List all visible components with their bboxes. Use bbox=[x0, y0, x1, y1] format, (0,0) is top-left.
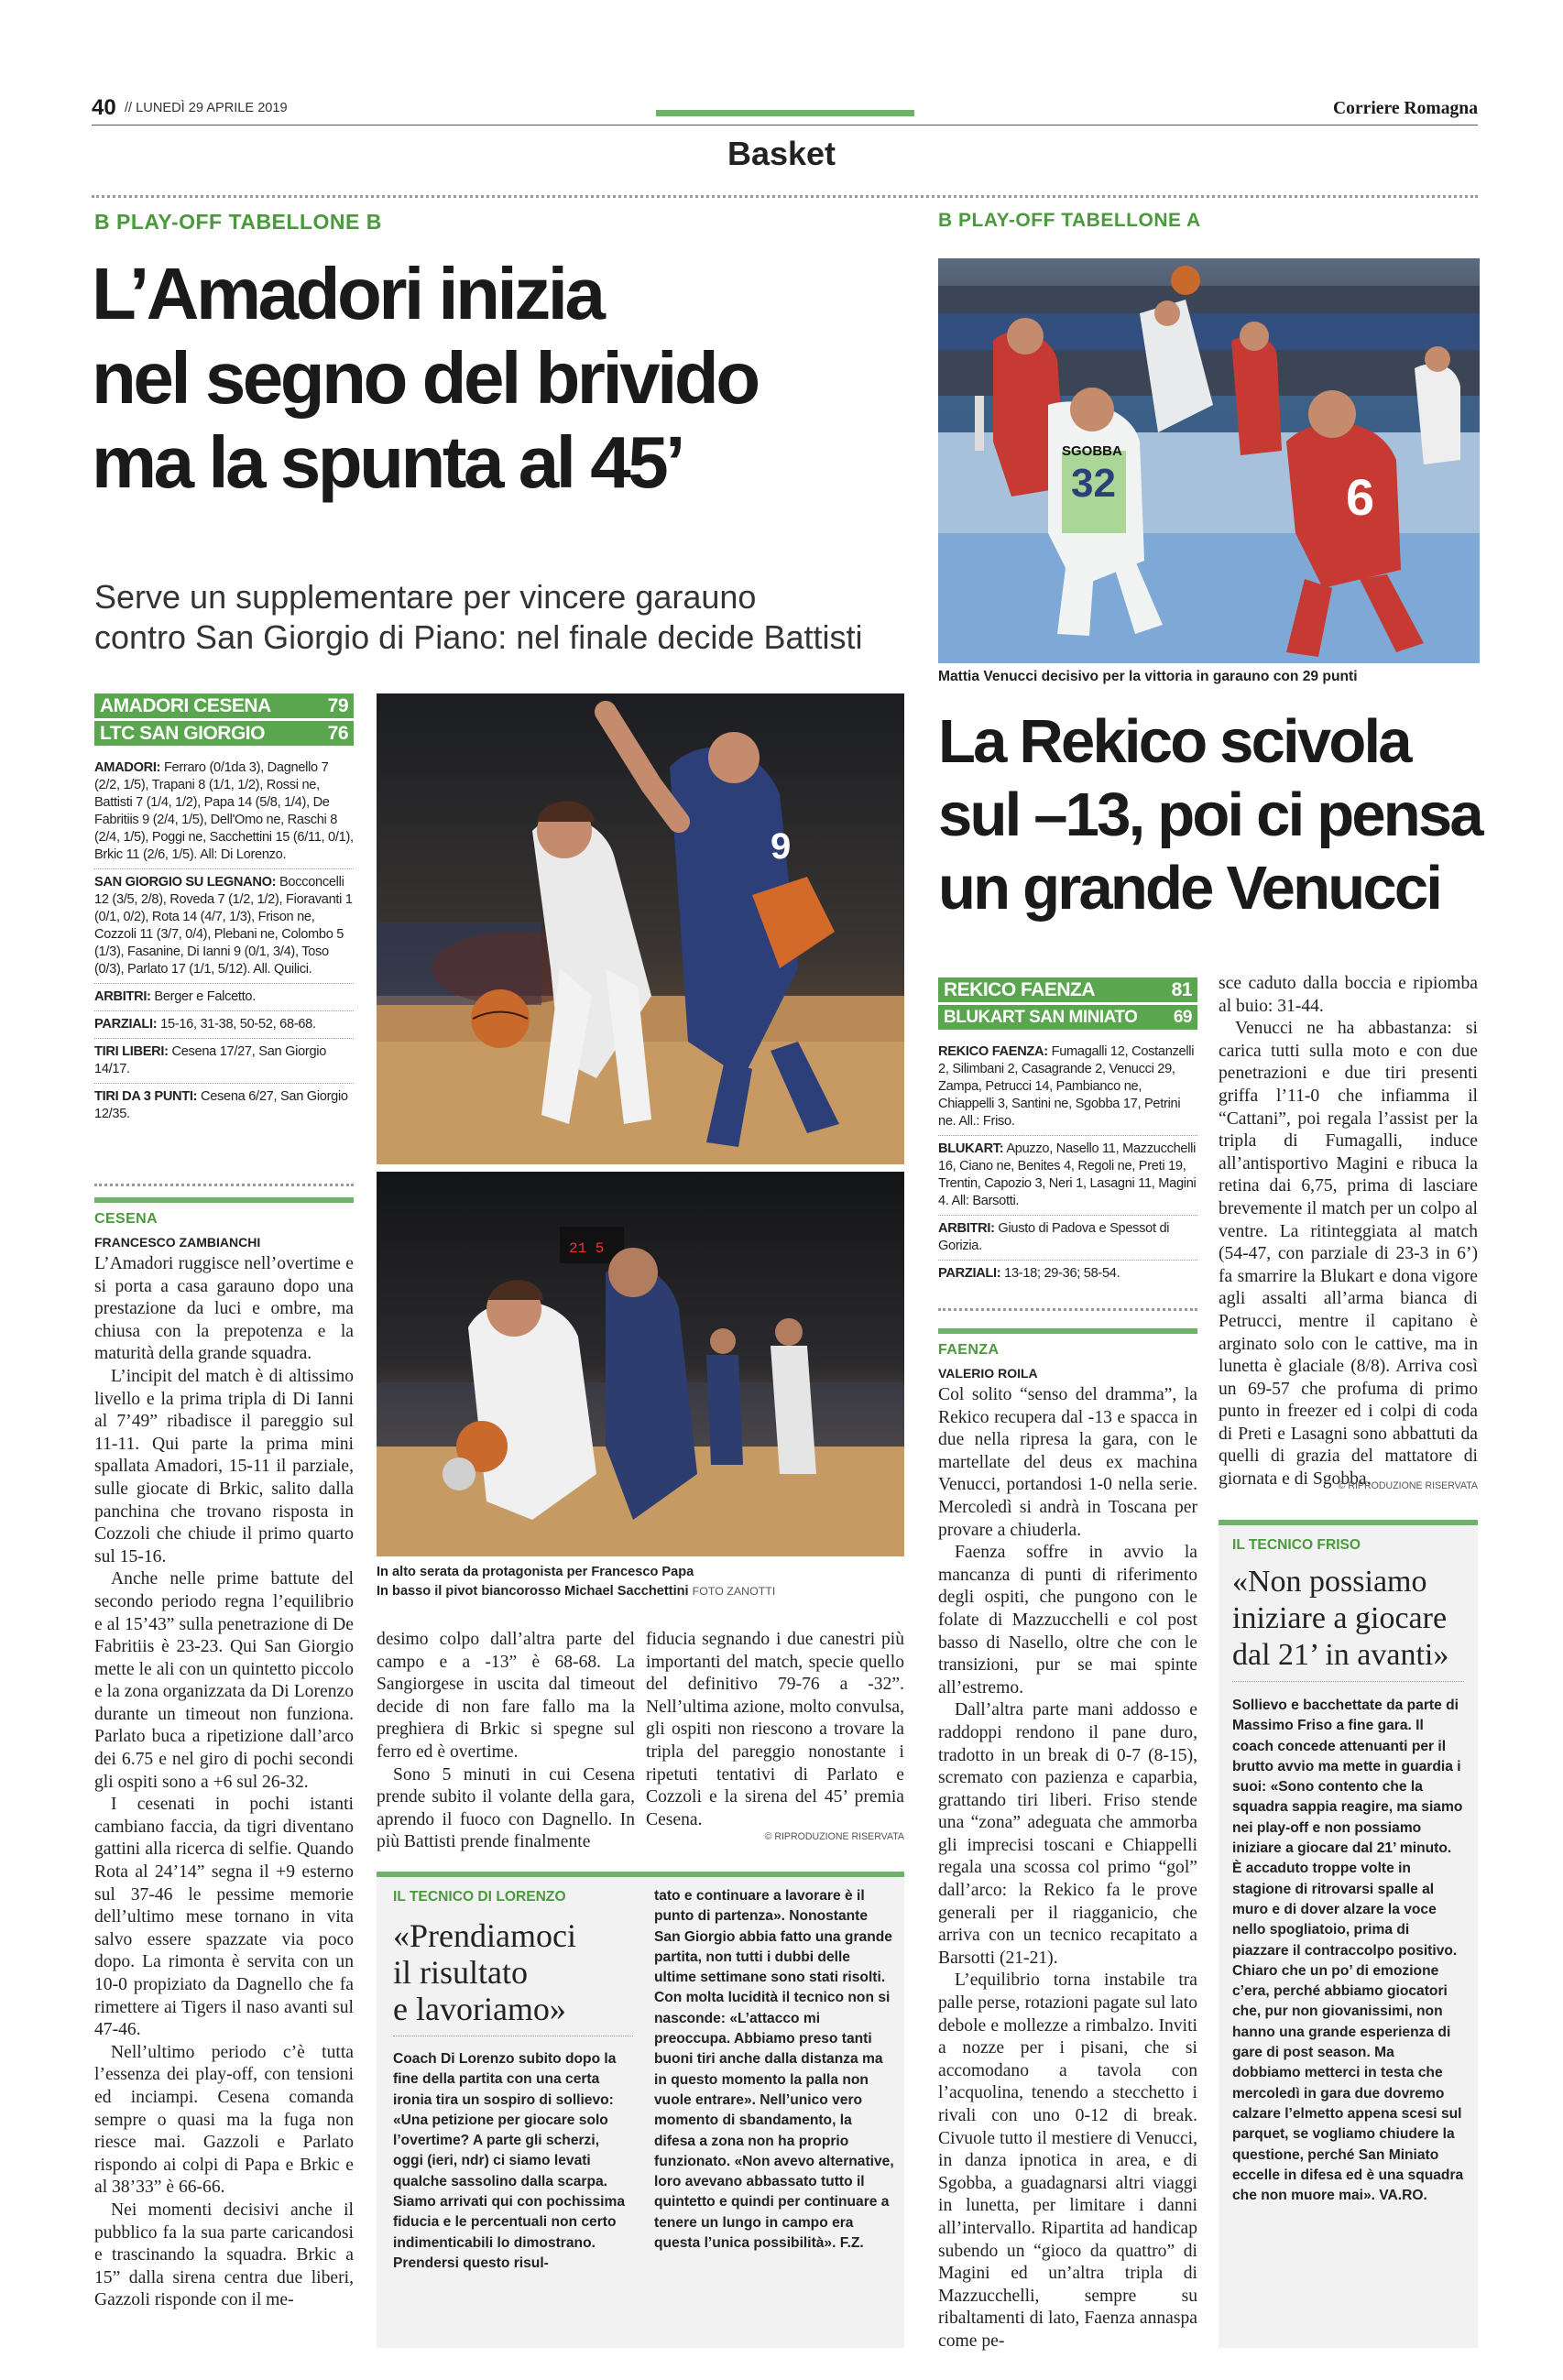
team-points: 81 bbox=[1171, 979, 1192, 1000]
quote-line: il risultato bbox=[393, 1954, 528, 1991]
stats-label: PARZIALI: bbox=[94, 1017, 158, 1032]
score-row bbox=[94, 721, 354, 746]
right-headline-line: sul –13, poi ci pensa bbox=[938, 781, 1481, 849]
right-kicker: B PLAY-OFF TABELLONE A bbox=[938, 210, 1201, 231]
paragraph: Anche nelle prime battute del secondo periodo regna l’equilibrio e al 15’43” sulla penetrazione di De Fabritiis è 23-23. Qui San Giorgio mette le ali con un quintetto piccolo e la zona organizzata da Di Lorenzo durante un timeout non funziona. Parlato buca a ripetizione dall’arco dei 6.75 e nel giro di pochi secondi gli ospiti sono a +6 sul 26-32. bbox=[94, 1569, 354, 1792]
box-text-col1: Coach Di Lorenzo subito dopo la fine della partita con una certa ironia tira un sospiro di sollievo: «Una petizione per giocare solo l’overtime? A parte gli scherzi, oggi (ieri, ndr) ci siamo levati qualche sassolino dalla scarpa. Siamo arrivati qui con pochissima fiducia e le percentuali non certo indimenticabili lo dimostrano. Prendersi questo risul- bbox=[393, 2051, 626, 2271]
team-points: 76 bbox=[327, 723, 348, 744]
team-name: LTC SAN GIORGIO bbox=[100, 723, 265, 744]
paragraph: Faenza soffre in avvio la mancanza di punti di riferimento degli ospiti, che pungono con le folate di Mazzucchelli e col post basso di Nasello, oltre che con le transizioni, pur se mai spinte all’estremo. bbox=[938, 1543, 1197, 1698]
team-name: AMADORI CESENA bbox=[100, 695, 271, 716]
left-body-col2 bbox=[377, 1629, 635, 1854]
stats-block bbox=[94, 1084, 354, 1128]
right-stats-end-rule bbox=[938, 1308, 1197, 1311]
stats-block bbox=[938, 1216, 1197, 1261]
dateline-rule bbox=[94, 1197, 354, 1203]
right-scoreboard bbox=[938, 977, 1197, 1287]
stats-block bbox=[94, 984, 354, 1011]
score-row bbox=[938, 1005, 1197, 1030]
quote-line: iniziare a giocare bbox=[1232, 1601, 1448, 1635]
stats-label: REKICO FAENZA: bbox=[938, 1044, 1048, 1059]
left-stats bbox=[94, 755, 354, 1128]
paper-name: Corriere Romagna bbox=[1333, 99, 1478, 118]
stats-label: BLUKART: bbox=[938, 1141, 1004, 1156]
jersey-number: 9 bbox=[771, 826, 792, 867]
stats-text: Apuzzo, Nasello 11, Mazzucchelli 16, Ciano ne, Benites 4, Regoli ne, Preti 19, Trentin, Capozio 3, Neri 1, Lasagni 11, Magini 4. All: Barsotti. bbox=[938, 1141, 1197, 1208]
right-headline-line: un grande Venucci bbox=[938, 854, 1441, 923]
caption-line: In alto serata da protagonista per Francesco Papa bbox=[377, 1565, 694, 1579]
photo-venucci bbox=[938, 258, 1480, 663]
right-headline bbox=[938, 705, 1488, 925]
section-accent-rule bbox=[656, 110, 914, 116]
photo-credit: FOTO ZANOTTI bbox=[692, 1585, 776, 1598]
right-dateline-rule bbox=[938, 1328, 1197, 1334]
left-scoreboard bbox=[94, 693, 354, 1128]
stats-block bbox=[94, 1039, 354, 1084]
left-body-col1 bbox=[94, 1253, 354, 2312]
paragraph: Col solito “senso del dramma”, la Rekico recupera dal -13 e spacca in due nella ripresa la gara, con le martellate del deus ex machina Venucci, portandosi 1-0 nella serie. Mercoledì si andrà in Toscana per provare a chiuderla. bbox=[938, 1385, 1197, 1540]
stats-text: Bocconcelli 12 (3/5, 2/8), Roveda 7 (1/2, 1/2), Fioravanti 1 (0/1, 0/2), Rota 14 (4/7, 1/3), Frison ne, Cozzoli 11 (3/7, 0/4), Plebani ne, Colombo 5 (1/3), Fasanine, Di Ianni 9 (0/1, 3/4), Toso (0/3), Parlato 17 (1/1, 5/12). All. Quilici. bbox=[94, 875, 353, 977]
quote-line: dal 21’ in avanti» bbox=[1232, 1638, 1449, 1672]
stats-text: 15-16, 31-38, 50-52, 68-68. bbox=[157, 1017, 316, 1032]
photo-sacchettini bbox=[377, 1172, 904, 1556]
stats-text: Berger e Falcetto. bbox=[150, 989, 256, 1004]
score-row bbox=[938, 977, 1197, 1002]
right-body-col2 bbox=[1219, 973, 1478, 1491]
paragraph: L’equilibrio torna instabile tra palle perse, rotazioni pagate sul lato debole e mollezze a rimbalzo. Inviti a nozze per i pisani, che si accomodano a tavola con l’acquolina, tenendo a stecchetto i rivali con uno 0-12 di break. Civuole tutto il mestiere di Venucci, in danza ipnotica in area, e di Sgobba, a guadagnarsi altri viaggi in lunetta, per limitare i danni all’intervallo. Ripartita ad handicap subendo un “gioco da quattro” di Magini ed un’altra tripla di Mazzucchelli, sempre su ribaltamenti di lato, Faenza annaspa come pe- bbox=[938, 1971, 1197, 2351]
quote-line: «Non possiamo bbox=[1232, 1565, 1427, 1599]
left-photo-caption bbox=[377, 1563, 904, 1601]
stats-block bbox=[94, 755, 354, 869]
stats-block bbox=[938, 1039, 1197, 1136]
paragraph: I cesenati in pochi istanti cambiano faccia, da tigri diventano gattini alla ricerca di selfie. Quando Rota al 24’14” segna il +9 esterno sul 37-46 le pessime memorie dell’ultimo mese tornano in vita salvo essere spazzate via poco dopo. La rimonta è servita con un 10-0 propiziato da Dagnello che fa rimettere ai Tigers il naso avanti sul 47-46. bbox=[94, 1795, 354, 2040]
jersey-number: 6 bbox=[1346, 468, 1375, 526]
left-body-col3 bbox=[646, 1629, 904, 1831]
left-subheadline-line: contro San Giorgio di Piano: nel finale decide Battisti bbox=[94, 618, 863, 656]
section-title: Basket bbox=[727, 135, 836, 172]
left-coach-box bbox=[377, 1872, 904, 2348]
stats-label: TIRI LIBERI: bbox=[94, 1044, 169, 1059]
stats-text: Cesena 6/27, San Giorgio 12/35. bbox=[94, 1089, 348, 1121]
paragraph: L’Amadori ruggisce nell’overtime e si porta a casa garauno dopo una prestazione da luci e ombre, ma chiusa con la prepotenza e la maturità della grande squadra. bbox=[94, 1254, 354, 1364]
right-copyright: © RIPRODUZIONE RISERVATA bbox=[1338, 1480, 1478, 1491]
jersey-number: 32 bbox=[1071, 461, 1116, 506]
box-kicker: IL TECNICO DI LORENZO bbox=[393, 1889, 566, 1905]
photo-papa bbox=[377, 693, 904, 1164]
paragraph: Sono 5 minuti in cui Cesena prende subito il volante della gara, aprendo il fuoco con Dagnello. In più Battisti prende finalmente bbox=[377, 1764, 635, 1852]
team-points: 69 bbox=[1173, 1008, 1192, 1027]
score-row bbox=[94, 693, 354, 718]
right-dateline: FAENZA bbox=[938, 1342, 1000, 1358]
right-headline-line: La Rekico scivola bbox=[938, 707, 1410, 776]
right-stats bbox=[938, 1039, 1197, 1287]
stats-label: ARBITRI: bbox=[938, 1221, 995, 1236]
box-quote bbox=[393, 1917, 650, 2027]
svg-text:21 5: 21 5 bbox=[569, 1240, 605, 1257]
box-quote bbox=[1232, 1564, 1475, 1674]
box-kicker: IL TECNICO FRISO bbox=[1232, 1537, 1361, 1553]
left-subheadline-line: Serve un supplementare per vincere garauno bbox=[94, 578, 757, 616]
header-dotted-rule bbox=[92, 195, 1478, 198]
paragraph: fiducia segnando i due canestri più importanti del match, specie quello del definitivo 79-76 a -32”. Nell’ultima azione, molto convulsa, gli ospiti non riescono a trovare la tripla del pareggio nonostante i ripetuti tentativi di Parlato e Cozzoli e la sirena del 45’ premia Cesena. bbox=[646, 1630, 904, 1829]
paragraph: Nei momenti decisivi anche il pubblico fa la sua parte caricandosi e trascinando la squadra. Brkic a 15” dalla sirena centra due liberi, Gazzoli risponde con il me- bbox=[94, 2200, 354, 2310]
left-kicker: B PLAY-OFF TABELLONE B bbox=[94, 210, 382, 234]
left-subheadline bbox=[94, 577, 919, 658]
paragraph: Nell’ultimo periodo c’è tutta l’essenza dei play-off, con tensioni ed inciampi. Cesena comanda sempre o quasi ma la fuga non riesce mai. Gazzoli e Parlato rispondo ai colpi di Papa e Brkic e al 38’33” è 66-66. bbox=[94, 2042, 354, 2198]
page-number: 40 bbox=[92, 95, 116, 120]
quote-line: e lavoriamo» bbox=[393, 1991, 566, 2027]
quote-line: «Prendiamoci bbox=[393, 1917, 576, 1954]
paragraph: desimo colpo dall’altra parte del campo e a -13” è 68-68. La Sangiorgese in uscita dal timeout decide di non fare fallo ma la preghiera di Brkic si spegne sul ferro ed è overtime. bbox=[377, 1630, 635, 1762]
right-byline: VALERIO ROILA bbox=[938, 1366, 1038, 1381]
paragraph: Venucci ne ha abbastanza: si carica tutti sulla moto e con due penetrazioni e due tiri presenti griffa l’11-0 che infiamma il “Cattani”, poi regala l’assist per la tripla di Fumagalli, induce all’antisportivo Magini e ribuca la retina dai 6,75, prima di lasciare brevemente il match per un colpo al ventre. La ritinteggiata al match (54-47, con parziale di 23-3 in 6’) fa smarrire la Blukart e dona vigore agli assalti all’arma bianca di Petrucci, mentre il capitano è arginato solo con le cattive, ma in lunetta è glaciale (8/8). Arriva così un 69-57 che profuma di primo punto in freezer ed i colpi di coda di Preti e Lasagni sono abbattuti da quelli di grazia del mattatore di giornata e di Sgobba. bbox=[1219, 1019, 1478, 1490]
stats-label: ARBITRI: bbox=[94, 989, 151, 1004]
stats-label: SAN GIORGIO SU LEGNANO: bbox=[94, 875, 277, 890]
left-headline-line: nel segno del brivido bbox=[92, 337, 758, 419]
paragraph: Dall’altra parte mani addosso e raddoppi rendono il pane duro, tradotto in un break di 0-7 (8-15), scremato con pazienza e caparbia, grattando tiri liberi. Friso stende una “zona” adeguata che ammorba gli imprecisi toscani e Chiappelli regala una scossa col primo “gol” dall’arco: la Rekico fa le prove generali per il riagganicio, che arriva con un tecnico recapitato a Barsotti (21-21). bbox=[938, 1700, 1197, 1968]
stats-block bbox=[938, 1261, 1197, 1287]
stats-label: AMADORI: bbox=[94, 760, 161, 775]
stats-text: Fumagalli 12, Costanzelli 2, Silimbani 2, Casagrande 2, Venucci 29, Zampa, Petrucci 14, Pambianco ne, Chiappelli 3, Santini ne, Sgobba 17, Petrini ne. All.: Friso. bbox=[938, 1044, 1195, 1129]
stats-text: 13-18; 29-36; 58-54. bbox=[1000, 1266, 1120, 1281]
stats-label: PARZIALI: bbox=[938, 1266, 1001, 1281]
team-points: 79 bbox=[327, 695, 348, 716]
header-rule bbox=[92, 125, 1478, 126]
left-headline-line: ma la spunta al 45’ bbox=[92, 421, 683, 503]
jersey-name: SGOBBA bbox=[1062, 443, 1122, 459]
paragraph: L’incipit del match è di altissimo livello e la prima tripla di Di Ianni al 7’49” ribadisce il pareggio sul 11-11. Qui parte la prima mini spallata Amadori, 15-11 il parziale, sulle giocate di Brkic, salito dalla panchina che trovano risposta in Cozzoli che chiude il primo quarto sul 15-16. bbox=[94, 1366, 354, 1567]
left-copyright: © RIPRODUZIONE RISERVATA bbox=[764, 1831, 904, 1842]
left-headline-line: L’Amadori inizia bbox=[92, 253, 603, 334]
stats-block bbox=[94, 1011, 354, 1039]
stats-text: Cesena 17/27, San Giorgio 14/17. bbox=[94, 1044, 327, 1076]
stats-end-rule bbox=[94, 1184, 354, 1186]
stats-block bbox=[938, 1136, 1197, 1216]
left-byline: FRANCESCO ZAMBIANCHI bbox=[94, 1235, 261, 1250]
stats-text: Ferraro (0/1da 3), Dagnello 7 (2/2, 1/5), Trapani 8 (1/1, 1/2), Rossi ne, Battisti 7 (1/4, 1/2), Papa 14 (5/8, 1/4), De Fabritiis 9 (2/4, 1/5), Dell'Omo ne, Raschi 8 (2/4, 1/5), Poggi ne, Sacchettini 15 (6/11, 0/1), Brkic 11 (2/6, 1/5). All: Di Lorenzo. bbox=[94, 760, 354, 862]
left-dateline: CESENA bbox=[94, 1211, 158, 1227]
stats-text: Giusto di Padova e Spessot di Gorizia. bbox=[938, 1221, 1170, 1253]
right-coach-box bbox=[1219, 1520, 1478, 2348]
caption-line: In basso il pivot biancorosso Michael Sacchettini bbox=[377, 1584, 689, 1599]
right-body-col1 bbox=[938, 1384, 1197, 2353]
team-name: BLUKART SAN MINIATO bbox=[944, 1008, 1138, 1027]
paragraph: sce caduto dalla boccia e ripiomba al buio: 31-44. bbox=[1219, 974, 1478, 1016]
stats-block bbox=[94, 869, 354, 984]
right-photo-caption: Mattia Venucci decisivo per la vittoria in garauno con 29 punti bbox=[938, 669, 1358, 684]
box-text: Sollievo e bacchettate da parte di Massimo Friso a fine gara. Il coach concede attenuanti per il brutto avvio ma mette in guardia i suoi: «Sono contento che la squadra sappia reagire, ma siamo nei play-off e non possiamo iniziare a giocare dal 21’ minuto. È accaduto troppe volte in stagione di ritrovarsi spalle al muro e di dover alzare la voce nello spogliatoio, prima di piazzare il contraccolpo positivo. Chiaro che un po’ di emozione c’era, perché abbiamo giocatori che, pur non giovanissimi, non hanno una grande esperienza di gare di post season. Ma dobbiamo metterci in testa che mercoledì in gara due dovremo calzare l’elmetto appena scesi sul parquet, se vogliamo chiudere la questione, perché San Miniato eccelle in difesa ed è una squadra che non muore mai». VA.RO. bbox=[1232, 1698, 1464, 2204]
box-text-col2: tato e continuare a lavorare è il punto di partenza». Nonostante San Giorgio abbia fatto una grande partita, non tutti i dubbi delle ultime settimane sono stati risolti. Con molta lucidità il tecnico non si nasconde: «L’attacco mi preoccupa. Abbiamo preso tanti buoni tiri anche dalla distanza ma in questo momento la palla non vuole entrare». Nell’unico vero momento di sbandamento, la difesa a zona non ha proprio funzionato. «Non avevo alternative, loro avevano abbassato tutto il quintetto e quindi per continuare a tenere un lungo in campo era questa l’unica possibilità». F.Z. bbox=[654, 1888, 894, 2252]
stats-label: TIRI DA 3 PUNTI: bbox=[94, 1089, 198, 1104]
team-name: REKICO FAENZA bbox=[944, 979, 1096, 1000]
left-headline bbox=[92, 252, 916, 505]
box-divider bbox=[1232, 1681, 1464, 1682]
page-date: // LUNEDÌ 29 APRILE 2019 bbox=[125, 101, 288, 115]
